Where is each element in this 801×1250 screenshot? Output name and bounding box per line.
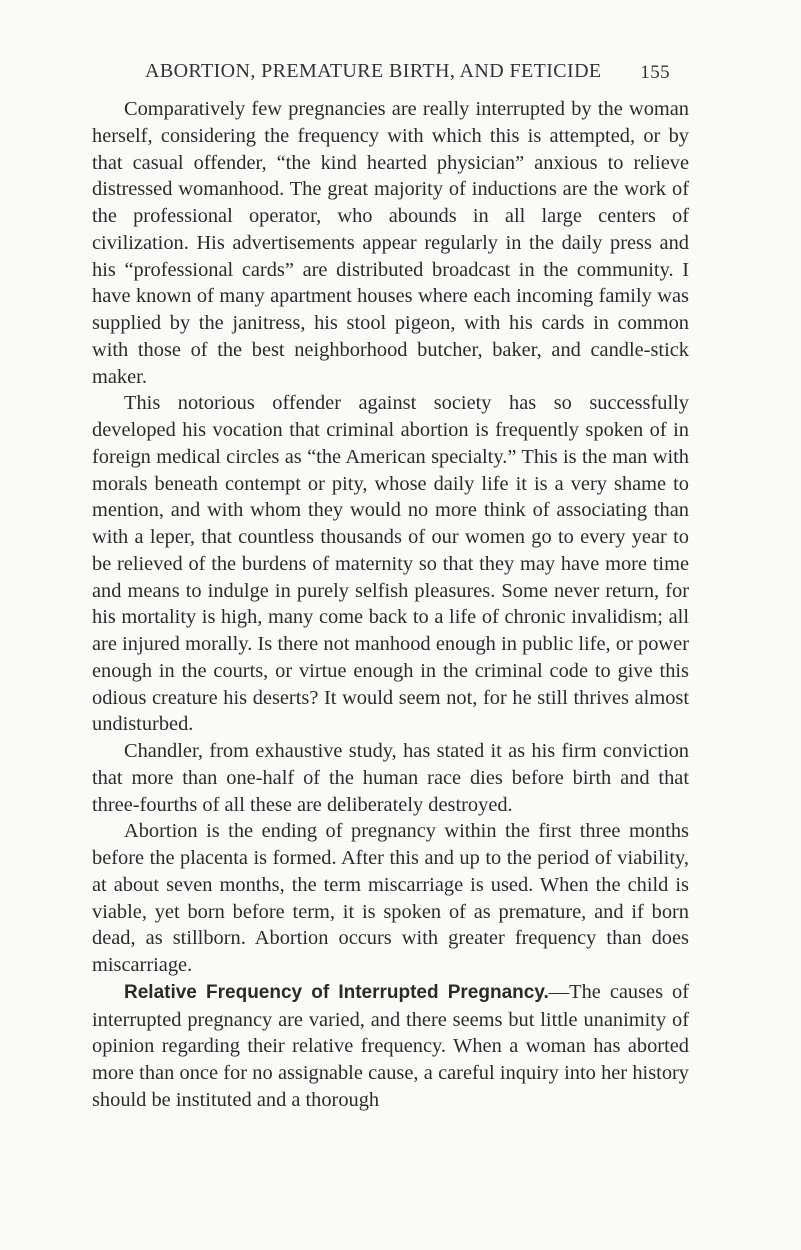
paragraph-professional-operator: Comparatively few pregnancies are really interrupted by the woman herself, considering the frequency with which this is attempted, or by that casual offender, “the kind hearted physician” anxious to relieve distressed womanhood. The great majority of inductions are the work of the professional operator, who abounds in all large centers of civilization. His advertisements appear regularly in the daily press and his “professional cards” are distributed broadcast in the community. I have known of many apartment houses where each incoming family was supplied by the janitress, his stool pigeon, with his cards in common with those of the best neighborhood butcher, baker, and candle-stick maker. [92,98,689,388]
paragraph-chandler: Chandler, from exhaustive study, has stated it as his firm conviction that more than one-half of the human race dies before birth and that three-fourths of all these are deliberately destroyed. [92,740,689,816]
paragraph-relative-frequency [92,979,689,1114]
section-heading-text: —The causes of interrupted pregnancy are varied, and there seems but little unanimity of opinion regarding their relative frequency. When a woman has aborted more than once for no assignable cause, a careful inquiry into her history should be instituted and a thorough [92,980,689,1111]
body-text [92,96,689,1114]
running-header [145,60,670,92]
page-number: 155 [640,62,670,83]
paragraph-notorious-offender: This notorious offender against society has so successfully developed his vocation that criminal abortion is frequently spoken of in foreign medical circles as “the American specialty.” This is the man with morals beneath contempt or pity, whose daily life it is a very shame to mention, and with whom they would no more think of associating than with a leper, that countless thousands of our women go to every year to be relieved of the burdens of maternity so that they may have more time and means to indulge in purely selfish pleasures. Some never return, for his mortality is high, many come back to a life of chronic invalidism; all are injured morally. Is there not manhood enough in public life, or power enough in the courts, or virtue enough in the criminal code to give this odious creature his deserts? It would seem not, for he still thrives almost undisturbed. [92,392,689,736]
running-title: ABORTION, PREMATURE BIRTH, AND FETICIDE [145,60,602,82]
paragraph-abortion-definition: Abortion is the ending of pregnancy within the first three months before the placenta is formed. After this and up to the period of viability, at about seven months, the term miscarriage is used. When the child is viable, yet born before term, it is spoken of as premature, and if born dead, as stillborn. Abortion occurs with greater frequency than does miscarriage. [92,820,689,976]
section-heading: Relative Frequency of Interrupted Pregnancy. [124,981,549,1003]
